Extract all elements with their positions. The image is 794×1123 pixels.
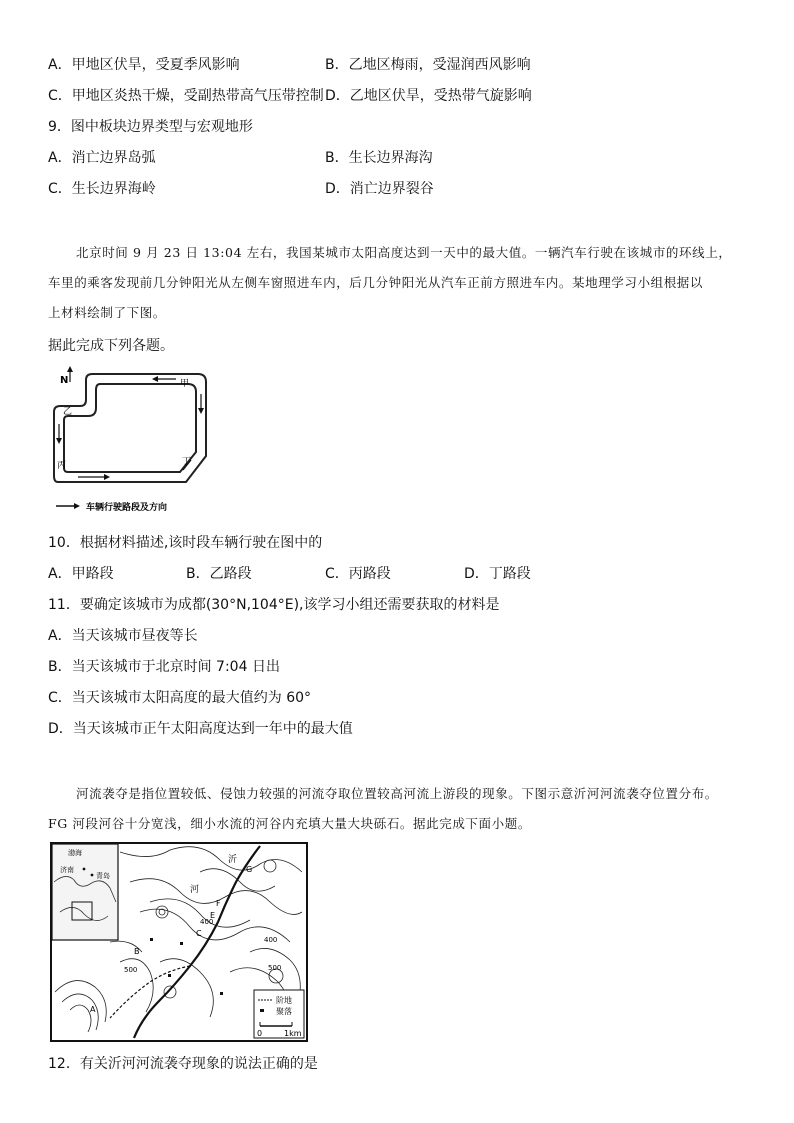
point-f: F xyxy=(216,899,221,908)
river-label-yi: 沂 xyxy=(228,855,238,865)
ring-road-inner xyxy=(64,384,196,472)
q8-option-c: C．甲地区炎热干燥，受副热带高气压带控制 xyxy=(48,88,324,104)
q10-stem: 10．根据材料描述,该时段车辆行驶在图中的 xyxy=(48,535,323,551)
inset-city-icon xyxy=(83,868,86,871)
legend-label: 车辆行驶路段及方向 xyxy=(86,503,168,513)
contour-label-500a: 500 xyxy=(268,964,282,972)
passage2-line1: 北京时间 9 月 23 日 13:04 左右，我国某城市太阳高度达到一天中的最大值。一辆汽车行驶在该城市的环线上， xyxy=(76,245,732,260)
q9-option-b: B．生长边界海沟 xyxy=(325,150,433,166)
q9-option-d: D．消亡边界裂谷 xyxy=(325,181,434,197)
q11-option-c: C．当天该城市太阳高度的最大值约为 60° xyxy=(48,690,312,706)
q8-option-a: A．甲地区伏旱，受夏季风影响 xyxy=(48,57,240,73)
segment-bottom-arrow-head xyxy=(104,474,110,480)
passage2-line2: 车里的乘客发现前几分钟阳光从左侧车窗照进车内，后几分钟阳光从汽车正前方照进车内。某地理学习小组根据以 xyxy=(48,275,704,290)
point-a: A xyxy=(90,1005,96,1014)
segment-yi-arrow-head xyxy=(56,438,62,444)
label-jia: 甲 xyxy=(180,379,190,389)
q10-option-b: B．乙路段 xyxy=(186,566,252,582)
q10-option-d: D．丁路段 xyxy=(464,566,531,582)
legend-arrow-head-icon xyxy=(74,503,80,509)
point-b: B xyxy=(134,947,140,956)
q10-option-a: A．甲路段 xyxy=(48,566,114,582)
settlement-legend-icon xyxy=(260,1009,264,1012)
point-e: E xyxy=(210,911,216,920)
contour-label-400a: 400 xyxy=(200,918,214,926)
q11-option-b: B．当天该城市于北京时间 7:04 日出 xyxy=(48,659,280,675)
passage3-line1: 河流袭夺是指位置较低、侵蚀力较强的河流夺取位置较高河流上游段的现象。下图示意沂河河流袭夺位置分布。 xyxy=(76,786,718,801)
q11-option-a: A．当天该城市昼夜等长 xyxy=(48,628,198,644)
north-arrow-head-icon xyxy=(67,366,73,372)
scale-label-1km: 1km xyxy=(284,1029,302,1038)
segment-jia-arrow-head xyxy=(152,376,158,382)
legend-scarp-label: 阶地 xyxy=(276,996,292,1005)
inset-label-qingdao: 青岛 xyxy=(96,872,110,880)
passage3-line2: FG 河段河谷十分宽浅，细小水流的河谷内充填大量大块砾石。据此完成下面小题。 xyxy=(48,816,531,831)
river-capture-map xyxy=(50,842,308,1042)
q8-option-b: B．乙地区梅雨，受湿润西风影响 xyxy=(325,57,531,73)
inset-map xyxy=(52,844,118,940)
segment-right-arrow-head xyxy=(198,408,204,414)
q11-stem: 11．要确定该城市为成都(30°N,104°E),该学习小组还需要获取的材料是 xyxy=(48,597,500,613)
point-g: G xyxy=(246,865,253,874)
q9-option-c: C．生长边界海岭 xyxy=(48,181,156,197)
q9-option-a: A．消亡边界岛弧 xyxy=(48,150,156,166)
contour-label-500b: 500 xyxy=(124,966,138,974)
ring-road-figure xyxy=(48,364,228,518)
contour-label-400b: 400 xyxy=(264,936,278,944)
q10-option-c: C．丙路段 xyxy=(325,566,391,582)
q12-stem: 12．有关沂河河流袭夺现象的说法正确的是 xyxy=(48,1056,318,1072)
inset-city-icon xyxy=(91,874,94,877)
north-label: N xyxy=(60,375,69,386)
inset-label-bohai: 渤海 xyxy=(68,849,82,857)
inset-label-jinan: 济南 xyxy=(60,866,74,874)
q9-stem: 9．图中板块边界类型与宏观地形 xyxy=(48,119,253,135)
q8-option-d: D．乙地区伏旱，受热带气旋影响 xyxy=(325,88,532,104)
legend-settlement-label: 聚落 xyxy=(276,1007,292,1016)
label-ding: 丁 xyxy=(182,457,192,467)
river-label-he: 河 xyxy=(190,885,200,895)
scale-label-0: 0 xyxy=(257,1029,263,1038)
q11-option-d: D．当天该城市正午太阳高度达到一年中的最大值 xyxy=(48,721,353,737)
label-bing: 丙 xyxy=(57,461,67,471)
point-c: C xyxy=(196,929,202,938)
passage2-instruction: 据此完成下列各题。 xyxy=(48,338,174,354)
label-yi: 乙 xyxy=(63,407,73,417)
passage2-line3: 上材料绘制了下图。 xyxy=(48,305,166,320)
